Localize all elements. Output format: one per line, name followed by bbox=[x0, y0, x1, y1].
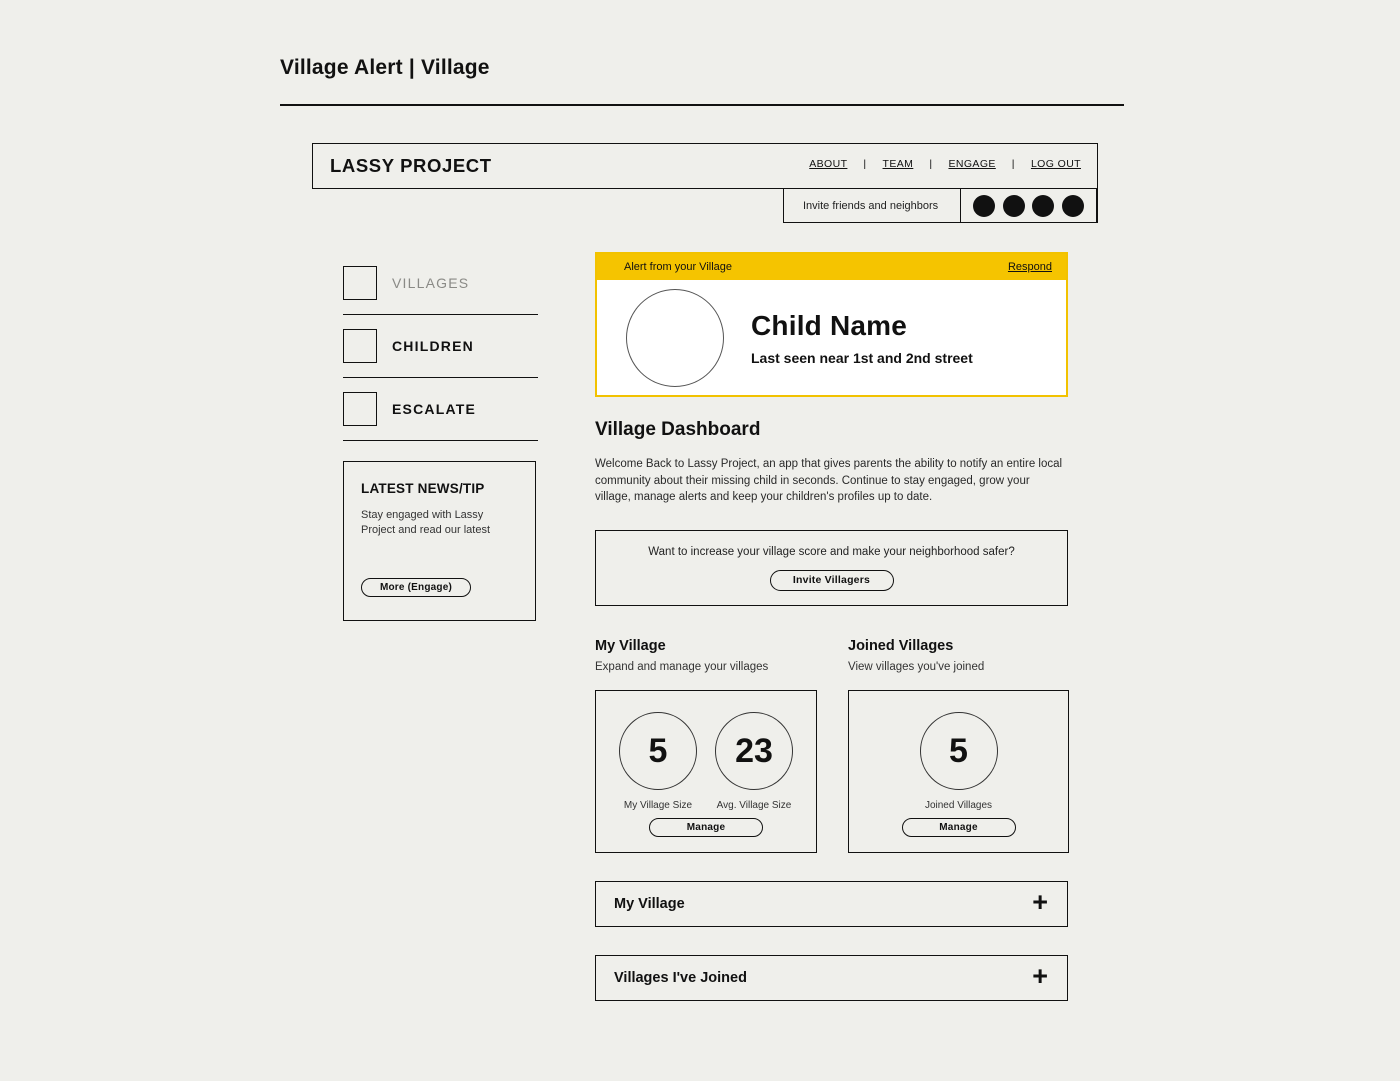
nav-separator: | bbox=[1011, 158, 1015, 170]
joined-villages-section bbox=[848, 638, 1069, 853]
joined-villages-heading: Joined Villages bbox=[848, 638, 954, 655]
manage-my-village-button[interactable]: Manage bbox=[649, 818, 763, 837]
header-divider bbox=[280, 104, 1124, 106]
nav-link-team[interactable]: TEAM bbox=[882, 158, 914, 170]
joined-villages-card bbox=[848, 690, 1069, 853]
accordion-villages-ive-joined[interactable] bbox=[595, 955, 1068, 1001]
checkbox-icon[interactable] bbox=[343, 266, 377, 300]
plus-icon[interactable]: + bbox=[1032, 887, 1048, 918]
avatar[interactable] bbox=[973, 195, 995, 217]
alert-header-label: Alert from your Village bbox=[624, 261, 733, 273]
my-village-card bbox=[595, 690, 817, 853]
nav-link-log-out[interactable]: LOG OUT bbox=[1030, 158, 1081, 170]
checkbox-icon[interactable] bbox=[343, 392, 377, 426]
sidebar-item-villages[interactable] bbox=[343, 252, 538, 315]
metric-my-village-size bbox=[616, 712, 700, 811]
sidebar-item-children[interactable] bbox=[343, 315, 538, 378]
invite-bar-label: Invite friends and neighbors bbox=[803, 199, 939, 212]
accordion-label: My Village bbox=[614, 896, 685, 913]
page-header bbox=[280, 56, 1124, 106]
alert-header bbox=[597, 254, 1066, 280]
top-navbar bbox=[312, 143, 1098, 189]
plus-icon[interactable]: + bbox=[1032, 961, 1048, 992]
dashboard-intro: Welcome Back to Lassy Project, an app that gives parents the ability to notify an entire local community about their missing child in seconds. Continue to stay engaged, grow your village, manage alerts and keep your children's profiles up to date. bbox=[595, 458, 1063, 504]
page-title: Village Alert | Village bbox=[280, 56, 490, 79]
avatar[interactable] bbox=[1003, 195, 1025, 217]
nav-links bbox=[807, 158, 1083, 170]
latest-news-card bbox=[343, 461, 536, 621]
latest-news-body: Stay engaged with Lassy Project and read our latest bbox=[361, 509, 491, 536]
my-village-subtext: Expand and manage your villages bbox=[595, 661, 769, 674]
nav-separator: | bbox=[863, 158, 867, 170]
metric-joined-villages bbox=[917, 712, 1001, 811]
nav-separator: | bbox=[929, 158, 933, 170]
my-village-metrics bbox=[596, 691, 816, 811]
dashboard-title: Village Dashboard bbox=[595, 419, 761, 440]
invite-promo-text: Want to increase your village score and make your neighborhood safer? bbox=[648, 545, 1015, 558]
sidebar-item-label: VILLAGES bbox=[392, 275, 470, 291]
latest-news-title: LATEST NEWS/TIP bbox=[361, 481, 485, 496]
manage-joined-villages-button[interactable]: Manage bbox=[902, 818, 1016, 837]
joined-villages-subtext: View villages you've joined bbox=[848, 661, 985, 674]
metric-label: My Village Size bbox=[623, 800, 693, 812]
nav-link-engage[interactable]: ENGAGE bbox=[948, 158, 996, 170]
sidebar bbox=[343, 252, 538, 621]
invite-promo-card bbox=[595, 530, 1068, 606]
app-wireframe bbox=[312, 143, 1100, 992]
sidebar-item-label: ESCALATE bbox=[392, 401, 477, 417]
alert-respond-link[interactable]: Respond bbox=[1007, 261, 1052, 273]
more-engage-button[interactable]: More (Engage) bbox=[361, 578, 471, 597]
nav-link-about[interactable]: ABOUT bbox=[809, 158, 848, 170]
my-village-section bbox=[595, 638, 817, 853]
metric-value: 5 bbox=[920, 712, 998, 790]
invite-villagers-button[interactable]: Invite Villagers bbox=[770, 570, 894, 591]
checkbox-icon[interactable] bbox=[343, 329, 377, 363]
metric-label: Joined Villages bbox=[924, 800, 993, 812]
brand-logo[interactable]: LASSY PROJECT bbox=[330, 155, 492, 176]
accordion-my-village[interactable] bbox=[595, 881, 1068, 927]
avatar[interactable] bbox=[1032, 195, 1054, 217]
village-alert-card bbox=[595, 252, 1068, 397]
child-last-seen: Last seen near 1st and 2nd street bbox=[751, 349, 973, 366]
main-panel bbox=[595, 252, 1069, 1001]
my-village-heading: My Village bbox=[595, 638, 666, 655]
invite-bar bbox=[783, 189, 1098, 223]
metric-label: Avg. Village Size bbox=[716, 800, 792, 812]
alert-body bbox=[597, 280, 1066, 395]
sidebar-item-label: CHILDREN bbox=[392, 338, 474, 354]
avatar-group[interactable] bbox=[960, 188, 1097, 223]
avatar[interactable] bbox=[1062, 195, 1084, 217]
sidebar-item-escalate[interactable] bbox=[343, 378, 538, 441]
alert-text-block bbox=[751, 310, 973, 366]
metric-value: 23 bbox=[715, 712, 793, 790]
child-photo-placeholder bbox=[626, 289, 724, 387]
village-stats-row bbox=[595, 638, 1069, 853]
accordion-label: Villages I've Joined bbox=[614, 970, 747, 987]
child-name: Child Name bbox=[751, 309, 908, 341]
metric-value: 5 bbox=[619, 712, 697, 790]
metric-avg-village-size bbox=[712, 712, 796, 811]
joined-villages-metrics bbox=[849, 691, 1068, 811]
